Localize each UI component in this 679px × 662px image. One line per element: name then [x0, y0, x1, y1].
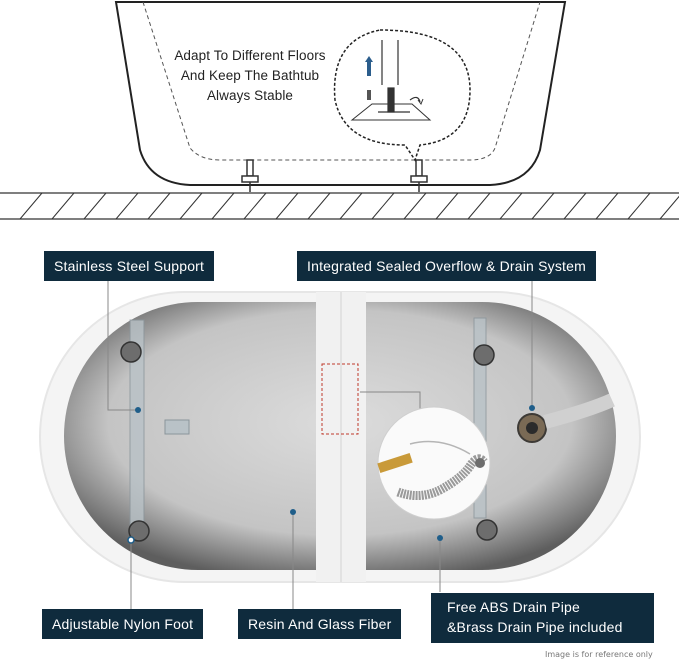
callout-text	[150, 46, 350, 106]
floor-hatch-line	[500, 193, 522, 219]
floor-hatch-line	[340, 193, 362, 219]
floor-hatch-line	[20, 193, 42, 219]
floor-hatch-line	[276, 193, 298, 219]
floor-hatch-line	[180, 193, 202, 219]
callout-line-2: And Keep The Bathtub	[180, 68, 320, 83]
floor-hatch-line	[468, 193, 490, 219]
reference-note: Image is for reference only	[545, 650, 653, 659]
label-drain-pipes-line-2: &Brass Drain Pipe included	[447, 619, 623, 635]
label-drain-pipes-line-1: Free ABS Drain Pipe	[447, 599, 580, 615]
floor-hatch-line	[84, 193, 106, 219]
pipe-inset	[377, 407, 490, 519]
floor-hatch-line	[532, 193, 554, 219]
floor-hatch-line	[436, 193, 458, 219]
floor-hatch-line	[564, 193, 586, 219]
label-drain-pipes	[431, 593, 654, 643]
floor-hatch-line	[212, 193, 234, 219]
label-adjustable-nylon-foot: Adjustable Nylon Foot	[42, 609, 203, 639]
floor-hatch-line	[52, 193, 74, 219]
floor-hatch-line	[596, 193, 618, 219]
bathtub-leveling-diagram	[0, 0, 679, 232]
floor-hatch-line	[404, 193, 426, 219]
callout-line-1: Adapt To Different Floors	[174, 48, 326, 63]
floor-hatch-line	[148, 193, 170, 219]
floor-hatch-line	[308, 193, 330, 219]
floor-hatch-line	[116, 193, 138, 219]
floor-hatch	[20, 193, 679, 219]
label-resin-glass-fiber: Resin And Glass Fiber	[238, 609, 401, 639]
callout-line-3: Always Stable	[206, 88, 294, 103]
floor-hatch-line	[244, 193, 266, 219]
floor-hatch-line	[628, 193, 650, 219]
floor-hatch-line	[372, 193, 394, 219]
floor-hatch-line	[660, 193, 679, 219]
label-stainless-steel-support: Stainless Steel Support	[44, 251, 214, 281]
floor	[0, 193, 679, 219]
label-overflow-drain-system: Integrated Sealed Overflow & Drain System	[297, 251, 596, 281]
